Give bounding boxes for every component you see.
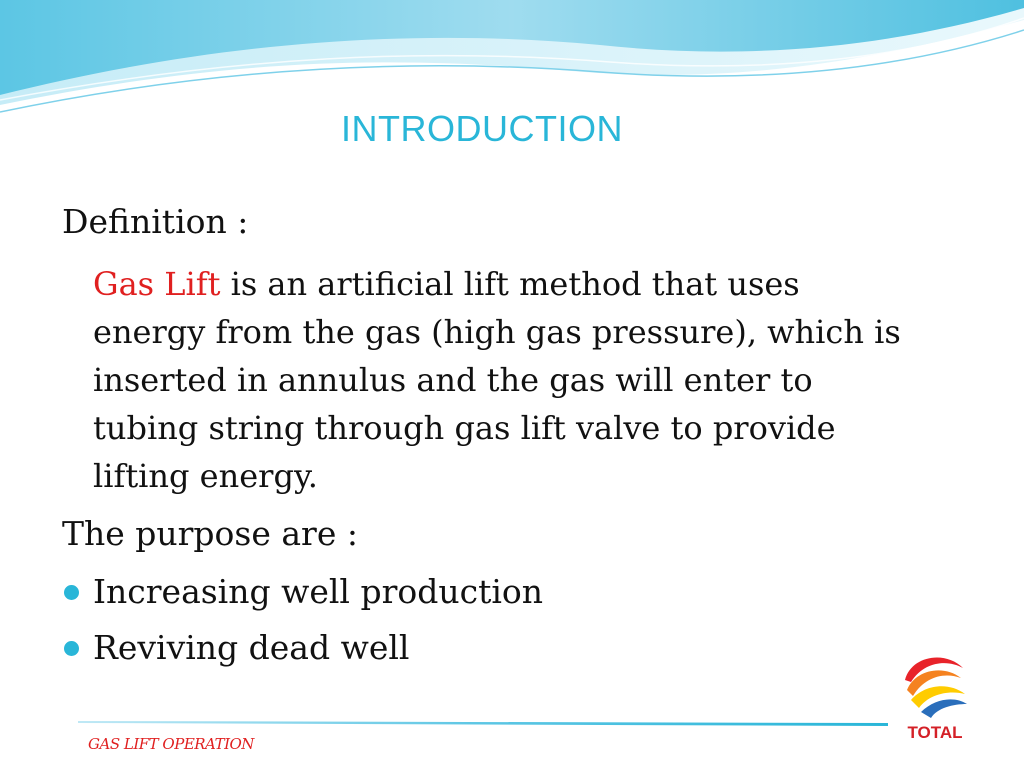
purpose-item-label: Reviving dead well <box>93 628 410 667</box>
purpose-item-label: Increasing well production <box>93 572 544 611</box>
list-item <box>62 628 902 668</box>
definition-term: Gas Lift <box>93 265 221 303</box>
logo-text: TOTAL <box>907 723 963 742</box>
bullet-icon <box>64 585 79 600</box>
purpose-list <box>62 572 902 668</box>
definition-heading: Definition : <box>62 202 249 241</box>
footer-title: GAS LIFT OPERATION <box>88 735 254 753</box>
slide-title: INTRODUCTION <box>341 108 623 149</box>
definition-paragraph <box>93 260 902 500</box>
slide-body <box>62 202 902 684</box>
footer-divider <box>78 719 888 727</box>
purpose-heading: The purpose are : <box>62 514 358 553</box>
bullet-icon <box>64 641 79 656</box>
definition-text: is an artificial lift method that uses energy from the gas (high gas pressure), which is inserted in annulus and the gas will enter to tubing string through gas lift valve to provide lifting energy. <box>93 265 901 495</box>
list-item <box>62 572 902 612</box>
total-logo-icon <box>893 650 977 742</box>
